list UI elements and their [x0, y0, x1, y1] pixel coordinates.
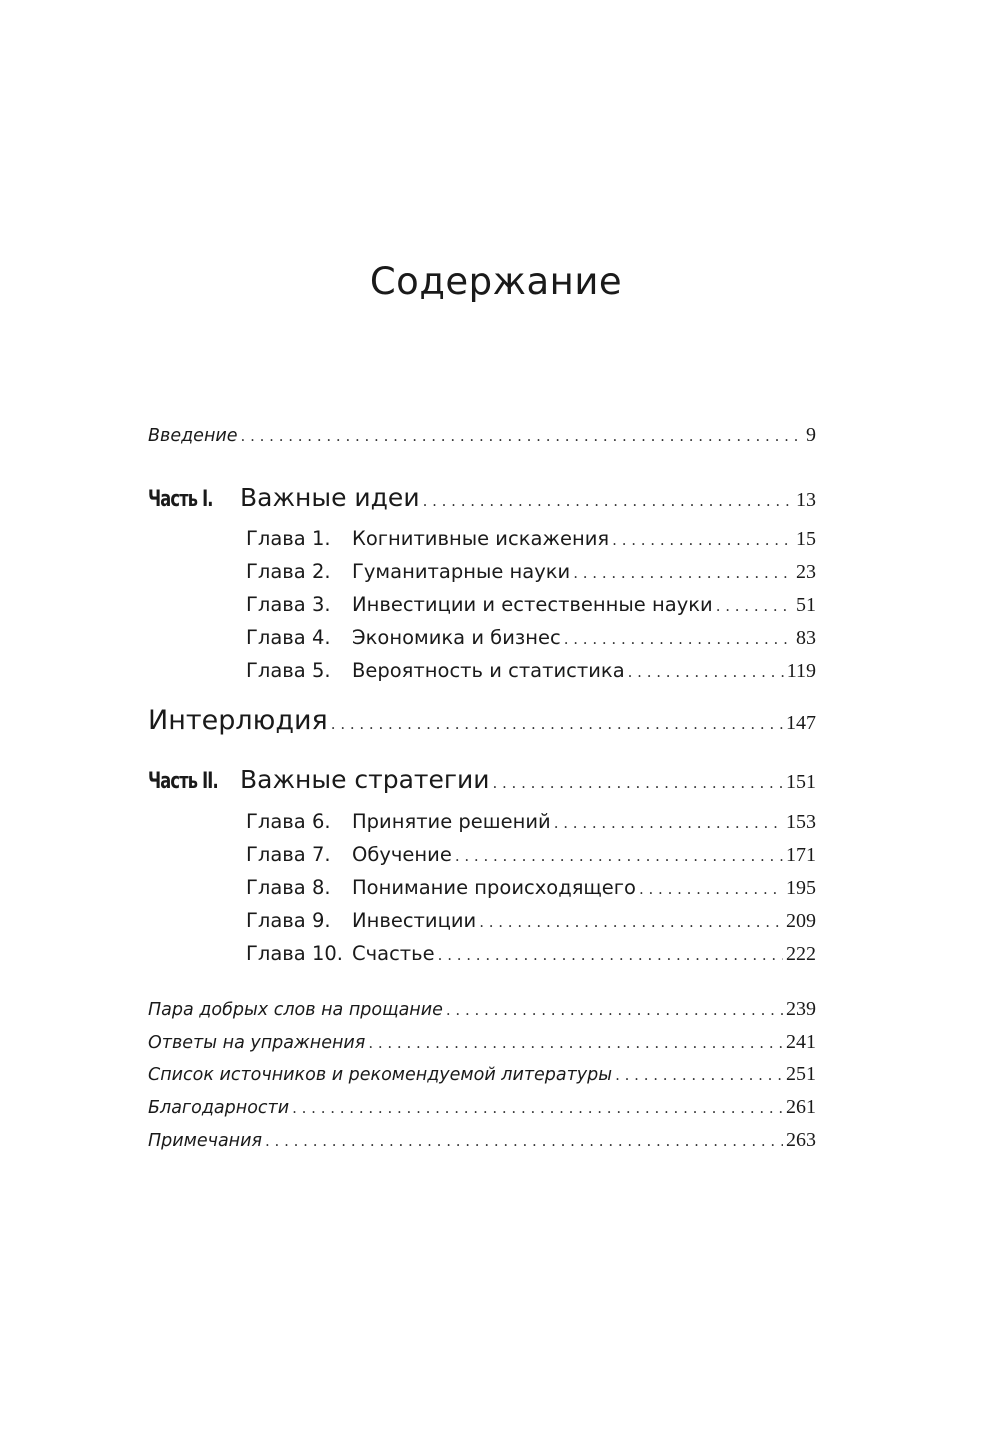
toc-entry-interlude[interactable] [148, 705, 816, 741]
dot-leader [423, 494, 793, 509]
dot-leader [331, 717, 783, 732]
chapter-number: Глава 1. [246, 527, 331, 550]
toc-entry-chapter-7[interactable] [246, 843, 816, 873]
page-number: 119 [786, 660, 816, 682]
chapter-title: Принятие решений [352, 810, 551, 833]
part-number: Часть II. [148, 769, 218, 794]
page-number: 209 [786, 910, 816, 932]
chapter-title: Гуманитарные науки [352, 560, 571, 583]
chapter-number: Глава 7. [246, 843, 331, 866]
toc-entry-farewell[interactable] [148, 998, 816, 1026]
chapter-title: Обучение [352, 843, 452, 866]
part-title: Важные идеи [240, 483, 420, 512]
dot-leader [479, 915, 783, 930]
page-number: 15 [796, 528, 816, 550]
page-number: 261 [786, 1096, 816, 1118]
chapter-number: Глава 10. [246, 942, 343, 965]
toc-entry-chapter-5[interactable] [246, 659, 816, 689]
dot-leader [438, 948, 783, 963]
toc-entry-chapter-4[interactable] [246, 626, 816, 656]
chapter-number: Глава 8. [246, 876, 331, 899]
chapter-title: Когнитивные искажения [352, 527, 610, 550]
chapter-number: Глава 2. [246, 560, 331, 583]
toc-entry-chapter-2[interactable] [246, 560, 816, 590]
part-title: Важные стратегии [240, 765, 490, 794]
page-number: 51 [796, 594, 816, 616]
chapter-number: Глава 3. [246, 593, 331, 616]
toc-entry-chapter-9[interactable] [246, 909, 816, 939]
page-number: 171 [786, 844, 816, 866]
entry-label: Введение [148, 426, 238, 446]
dot-leader [628, 665, 784, 680]
dot-leader [615, 1068, 783, 1083]
entry-label: Ответы на упражнения [148, 1033, 366, 1053]
chapter-number: Глава 4. [246, 626, 331, 649]
chapter-title: Инвестиции [352, 909, 477, 932]
toc-entry-chapter-6[interactable] [246, 810, 816, 840]
dot-leader [716, 599, 793, 614]
chapter-title: Счастье [352, 942, 435, 965]
page-number: 147 [786, 712, 816, 734]
dot-leader [564, 632, 793, 647]
chapter-title: Экономика и бизнес [352, 626, 561, 649]
page-number: 222 [786, 943, 816, 965]
page-number: 153 [786, 811, 816, 833]
page-number: 13 [796, 489, 816, 511]
dot-leader [455, 849, 783, 864]
chapter-number: Глава 6. [246, 810, 331, 833]
toc-entry-introduction[interactable] [148, 424, 816, 452]
dot-leader [265, 1134, 783, 1149]
dot-leader [446, 1003, 783, 1018]
dot-leader [573, 566, 793, 581]
interlude-title: Интерлюдия [148, 705, 328, 736]
page-number: 9 [806, 424, 816, 446]
dot-leader [612, 533, 793, 548]
page-number: 83 [796, 627, 816, 649]
toc-entry-part-2[interactable] [148, 765, 816, 801]
part-number: Часть I. [148, 487, 213, 512]
toc-entry-notes[interactable] [148, 1129, 816, 1157]
toc-entry-acknowledgements[interactable] [148, 1096, 816, 1124]
page-title: Содержание [369, 260, 623, 303]
dot-leader [368, 1036, 783, 1051]
entry-label: Примечания [148, 1131, 263, 1151]
page-number: 263 [786, 1129, 816, 1151]
dot-leader [639, 882, 783, 897]
page-number: 239 [786, 998, 816, 1020]
dot-leader [554, 816, 783, 831]
page-number: 251 [786, 1063, 816, 1085]
toc-entry-answers[interactable] [148, 1031, 816, 1059]
page-number: 195 [786, 877, 816, 899]
page-number: 23 [796, 561, 816, 583]
dot-leader [241, 429, 803, 444]
chapter-title: Вероятность и статистика [352, 659, 625, 682]
entry-label: Список источников и рекомендуемой литературы [148, 1065, 613, 1085]
entry-label: Пара добрых слов на прощание [148, 1000, 443, 1020]
dot-leader [292, 1101, 783, 1116]
toc-entry-chapter-8[interactable] [246, 876, 816, 906]
page-number: 241 [786, 1031, 816, 1053]
toc-entry-part-1[interactable] [148, 483, 816, 519]
chapter-number: Глава 9. [246, 909, 331, 932]
chapter-number: Глава 5. [246, 659, 331, 682]
toc-entry-chapter-1[interactable] [246, 527, 816, 557]
chapter-title: Понимание происходящего [352, 876, 636, 899]
toc-entry-bibliography[interactable] [148, 1063, 816, 1091]
toc-entry-chapter-3[interactable] [246, 593, 816, 623]
dot-leader [492, 776, 783, 791]
chapter-title: Инвестиции и естественные науки [352, 593, 713, 616]
page-number: 151 [786, 771, 816, 793]
entry-label: Благодарности [148, 1098, 290, 1118]
toc-entry-chapter-10[interactable] [246, 942, 816, 972]
